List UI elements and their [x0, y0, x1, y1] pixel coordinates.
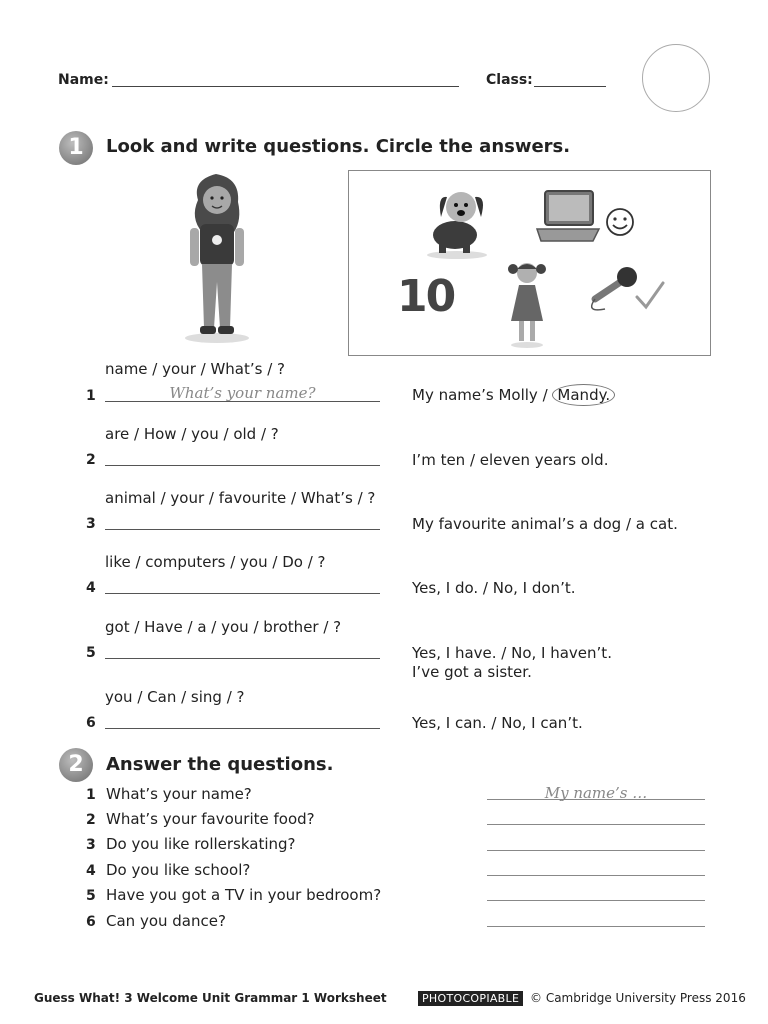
prompt-4: like / computers / you / Do / ?: [105, 553, 326, 571]
question-6: [86, 912, 226, 930]
response-5[interactable]: Yes, I have. / No, I haven’t.: [412, 644, 612, 662]
photocopiable-badge: PHOTOCOPIABLE: [418, 991, 523, 1006]
score-circle: [642, 44, 710, 112]
answer-line-4[interactable]: [105, 593, 380, 594]
question-text: Have you got a TV in your bedroom?: [106, 886, 382, 904]
name-label: Name:: [58, 72, 109, 88]
item-number-1: 1: [86, 388, 96, 404]
response-1-text: My name’s Molly /: [412, 386, 548, 404]
class-label: Class:: [486, 72, 533, 88]
section-2-title: Answer the questions.: [106, 754, 334, 775]
answer-line-6[interactable]: [105, 728, 380, 729]
answer-line-q6[interactable]: [487, 926, 705, 927]
question-text: Do you like school?: [106, 861, 251, 879]
girl-illustration: [176, 170, 258, 345]
response-2[interactable]: I’m ten / eleven years old.: [412, 451, 609, 469]
question-1: [86, 785, 252, 803]
laptop-icon: [533, 187, 603, 245]
prompt-6: you / Can / sing / ?: [105, 688, 245, 706]
question-number: 4: [86, 863, 96, 879]
question-number: 6: [86, 914, 96, 930]
answer-line-1[interactable]: [105, 401, 380, 402]
question-number: 1: [86, 787, 96, 803]
class-field[interactable]: [534, 86, 606, 87]
question-3: [86, 835, 296, 853]
answer-line-q2[interactable]: [487, 824, 705, 825]
prompt-1: name / your / What’s / ?: [105, 360, 285, 378]
answer-line-q1[interactable]: [487, 799, 705, 800]
item-number-4: 4: [86, 580, 96, 596]
small-girl-icon: [505, 257, 549, 349]
name-field[interactable]: [112, 86, 459, 87]
item-number-5: 5: [86, 645, 96, 661]
question-text: Do you like rollerskating?: [106, 835, 296, 853]
section-2-number: 2: [59, 748, 93, 782]
answer-line-3[interactable]: [105, 529, 380, 530]
section-1-title: Look and write questions. Circle the answers.: [106, 136, 571, 157]
response-4[interactable]: Yes, I do. / No, I don’t.: [412, 579, 576, 597]
question-text: What’s your name?: [106, 785, 252, 803]
question-2: [86, 810, 315, 828]
dog-icon: [421, 185, 493, 259]
example-answer-2: My name’s …: [544, 784, 648, 802]
footer-title: Guess What! 3 Welcome Unit Grammar 1 Worksheet: [34, 991, 387, 1005]
question-5: [86, 886, 381, 904]
answer-line-q5[interactable]: [487, 900, 705, 901]
answer-line-2[interactable]: [105, 465, 380, 466]
answer-line-q3[interactable]: [487, 850, 705, 851]
answer-line-5[interactable]: [105, 658, 380, 659]
answer-line-q4[interactable]: [487, 875, 705, 876]
question-text: What’s your favourite food?: [106, 810, 315, 828]
question-4: [86, 861, 250, 879]
response-5-line-2: I’ve got a sister.: [412, 663, 532, 681]
question-number: 3: [86, 837, 96, 853]
question-number: 5: [86, 888, 96, 904]
response-1[interactable]: [412, 385, 615, 405]
picture-frame: [348, 170, 711, 356]
checkmark-icon: [635, 281, 665, 311]
response-3[interactable]: My favourite animal’s a dog / a cat.: [412, 515, 678, 533]
example-answer-1: What’s your name?: [169, 384, 316, 402]
question-text: Can you dance?: [106, 912, 226, 930]
prompt-5: got / Have / a / you / brother / ?: [105, 618, 342, 636]
number-ten: 10: [397, 271, 455, 322]
response-6[interactable]: Yes, I can. / No, I can’t.: [412, 714, 583, 732]
smiley-icon: [605, 207, 635, 237]
item-number-2: 2: [86, 452, 96, 468]
circled-answer: Mandy.: [552, 384, 615, 406]
section-1-number: 1: [59, 131, 93, 165]
item-number-6: 6: [86, 715, 96, 731]
prompt-3: animal / your / favourite / What’s / ?: [105, 489, 376, 507]
copyright: © Cambridge University Press 2016: [530, 991, 746, 1005]
question-number: 2: [86, 812, 96, 828]
prompt-2: are / How / you / old / ?: [105, 425, 279, 443]
item-number-3: 3: [86, 516, 96, 532]
